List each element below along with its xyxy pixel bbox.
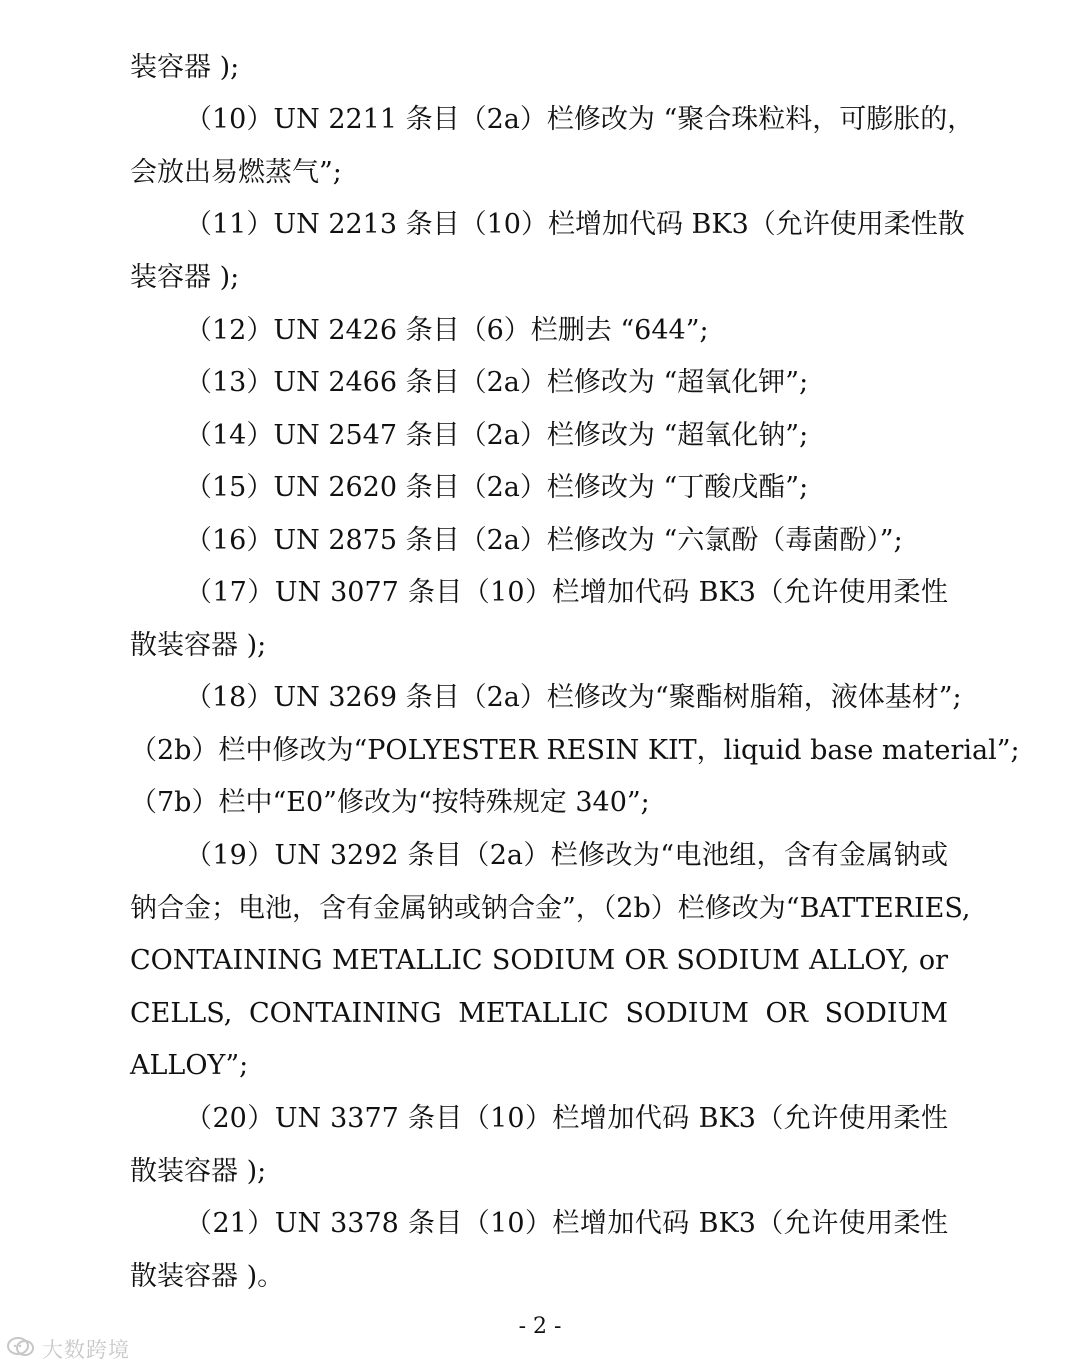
text-line: CELLS, CONTAINING METALLIC SODIUM OR SODIUM [130,998,948,1029]
text-line: 会放出易燃蒸气”; [130,157,342,188]
text-line: 散装容器 ); [130,1156,267,1187]
text-line: （20）UN 3377 条目（10）栏增加代码 BK3（允许使用柔性 [185,1103,948,1134]
text-line: （11）UN 2213 条目（10）栏增加代码 BK3（允许使用柔性散 [185,209,965,240]
text-line: ALLOY”; [130,1050,249,1081]
watermark-text: 大数跨境 [42,1338,130,1362]
watermark [6,1334,130,1364]
text-line: （17）UN 3077 条目（10）栏增加代码 BK3（允许使用柔性 [185,577,948,608]
page-number: - 2 - [518,1314,562,1339]
text-line: 装容器 ); [130,52,240,83]
text-line: 散装容器 ); [130,630,267,661]
text-line: （10）UN 2211 条目（2a）栏修改为 “聚合珠粒料，可膨胀的， [185,104,975,135]
text-line: （16）UN 2875 条目（2a）栏修改为 “六氯酚（毒菌酚）”; [185,525,903,556]
text-line: （7b）栏中“E0”修改为“按特殊规定 340”; [130,787,650,818]
text-line: 散装容器 )。 [130,1261,285,1292]
text-line: （13）UN 2466 条目（2a）栏修改为 “超氧化钾”; [185,367,809,398]
text-line: （19）UN 3292 条目（2a）栏修改为“电池组，含有金属钠或 [185,840,948,871]
text-line: （12）UN 2426 条目（6）栏删去 “644”; [185,315,709,346]
text-line: （14）UN 2547 条目（2a）栏修改为 “超氧化钠”; [185,420,809,451]
chat-bubble-icon [6,1334,36,1364]
text-line: （18）UN 3269 条目（2a）栏修改为“聚酯树脂箱，液体基材”; [185,682,962,713]
text-line: （15）UN 2620 条目（2a）栏修改为 “丁酸戊酯”; [185,472,809,503]
text-line: （2b）栏中修改为“POLYESTER RESIN KIT，liquid base material”; [130,735,1020,766]
text-line: CONTAINING METALLIC SODIUM OR SODIUM ALLOY, or [130,945,948,976]
text-line: 钠合金；电池，含有金属钠或钠合金”，（2b）栏修改为“BATTERIES, [130,893,971,924]
text-line: 装容器 ); [130,262,240,293]
text-line: （21）UN 3378 条目（10）栏增加代码 BK3（允许使用柔性 [185,1208,948,1239]
